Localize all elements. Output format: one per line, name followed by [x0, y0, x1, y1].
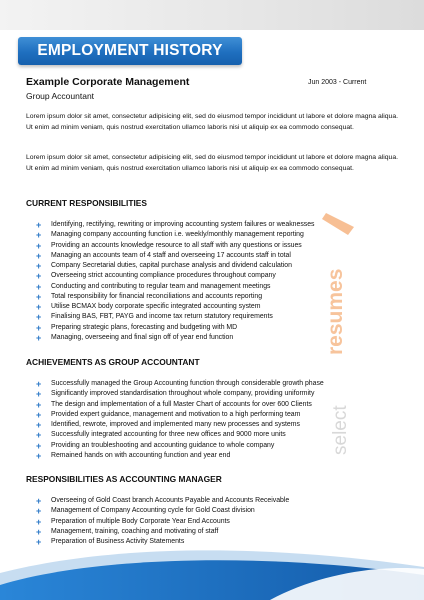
list-item-text: Utilise BCMAX body corporate specific integrated accounting system	[51, 303, 261, 310]
list-item-text: The design and implementation of a full Master Chart of accounts for over 600 Clients	[51, 400, 312, 408]
list-item-text: Managing, overseeing and final sign off of year end function	[51, 333, 234, 341]
plus-bullet-icon: +	[36, 409, 42, 420]
plus-bullet-icon: +	[36, 322, 42, 333]
plus-bullet-icon: +	[36, 526, 42, 537]
list-item-text: Preparation of Business Activity Statements	[51, 538, 185, 545]
plus-bullet-icon: +	[36, 389, 42, 400]
plus-bullet-icon: +	[36, 399, 42, 410]
plus-bullet-icon: +	[36, 332, 42, 343]
plus-bullet-icon: +	[36, 271, 42, 282]
plus-bullet-icon: +	[36, 450, 42, 461]
list-item-text: Management, training, coaching and motivating of staff	[51, 527, 219, 535]
list-item	[36, 251, 315, 261]
company-name: Example Corporate Management	[26, 76, 190, 88]
plus-bullet-icon: +	[36, 281, 42, 292]
plus-bullet-icon: +	[36, 379, 42, 389]
list-item	[36, 312, 315, 322]
list-item	[36, 271, 315, 281]
list-item-text: Conducting and contributing to regular team and management meetings	[51, 282, 271, 290]
intro-paragraph-1: Lorem ipsum dolor sit amet, consectetur adipisicing elit, sed do eiusmod tempor incididunt ut labore et dolore magna aliqua. Ut enim ad minim veniam, quis nostrud exercitation ullamco laboris nisi ut aliquip ex ea commodo consequat.	[26, 113, 398, 131]
list-item-text: Significantly improved standardisation throughout whole company, providing uniformity	[51, 390, 315, 398]
plus-bullet-icon: +	[36, 250, 42, 261]
list-item	[36, 441, 324, 451]
list-item-text: Providing an troubleshooting and accounting guidance to whole company	[51, 441, 275, 449]
list-item	[36, 410, 324, 420]
list-item-text: Managing an accounts team of 4 staff and overseeing 17 accounts staff in total	[51, 251, 291, 259]
list-item	[36, 323, 315, 333]
list-item	[36, 302, 315, 312]
plus-bullet-icon: +	[36, 537, 42, 547]
plus-bullet-icon: +	[36, 230, 42, 241]
plus-bullet-icon: +	[36, 506, 42, 517]
list-item	[36, 261, 315, 271]
bottom-wave-decoration	[0, 535, 424, 600]
plus-bullet-icon: +	[36, 291, 42, 302]
list-item-text: Identifying, rectifying, rewriting or improving accounting system failures or weaknesses	[51, 221, 315, 228]
list-item-text: Managing company accounting function i.e. weekly/monthly management reporting	[51, 231, 304, 239]
watermark-logo	[318, 205, 358, 460]
top-decorative-band	[0, 0, 424, 30]
list-item	[36, 506, 289, 516]
list-item	[36, 451, 324, 461]
watermark-arrow-shape	[322, 213, 354, 235]
list-item-text: Providing an accounts knowledge resource to all staff with any questions or issues	[51, 241, 302, 249]
list-item	[36, 496, 289, 506]
list-item-text: Successfully managed the Group Accounting function through considerable growth phase	[51, 380, 324, 387]
list-item-text: Management of Company Accounting cycle for Gold Coast division	[51, 507, 255, 515]
employment-dates: Jun 2003 - Current	[308, 79, 367, 86]
list-item-text: Identified, rewrote, improved and implemented many new processes and systems	[51, 421, 300, 428]
list-item	[36, 282, 315, 292]
list-item	[36, 400, 324, 410]
list-item	[36, 230, 315, 240]
plus-bullet-icon: +	[36, 240, 42, 251]
list-item-text: Provided expert guidance, management and motivation to a high performing team	[51, 410, 301, 418]
plus-bullet-icon: +	[36, 312, 42, 323]
plus-bullet-icon: +	[36, 261, 42, 271]
plus-bullet-icon: +	[36, 220, 42, 230]
achievements-list	[36, 379, 324, 461]
list-item-text: Successfully integrated accounting for three new offices and 9000 more units	[51, 431, 286, 439]
list-item	[36, 241, 315, 251]
plus-bullet-icon: +	[36, 430, 42, 441]
list-item-text: Preparation of multiple Body Corporate Year End Accounts	[51, 517, 230, 525]
list-item-text: Finalising BAS, FBT, PAYG and income tax return statutory requirements	[51, 313, 273, 321]
section-title: EMPLOYMENT HISTORY	[37, 42, 223, 59]
section-banner	[18, 37, 242, 65]
list-item	[36, 389, 324, 399]
list-item	[36, 220, 315, 230]
list-item	[36, 379, 324, 389]
list-item	[36, 292, 315, 302]
list-item	[36, 420, 324, 430]
intro-paragraph-2: Lorem ipsum dolor sit amet, consectetur adipisicing elit, sed do eiusmod tempor incididunt ut labore et dolore magna aliqua. Ut enim ad minim veniam, quis nostrud exercitation ullamco laboris nisi ut aliquip ex ea commodo consequat.	[26, 154, 398, 172]
watermark-text-select: select	[330, 405, 351, 455]
list-item-text: Overseeing strict accounting compliance procedures throughout company	[51, 272, 276, 280]
heading-current-responsibilities: CURRENT RESPONSIBILITIES	[26, 198, 147, 208]
plus-bullet-icon: +	[36, 496, 42, 506]
list-item-text: Overseeing of Gold Coast branch Accounts Payable and Accounts Receivable	[51, 497, 290, 504]
list-item-text: Remained hands on with accounting function and year end	[51, 451, 231, 459]
plus-bullet-icon: +	[36, 516, 42, 527]
watermark-text-resumes: resumes	[324, 268, 347, 355]
heading-accounting-manager: RESPONSIBILITIES AS ACCOUNTING MANAGER	[26, 474, 222, 484]
plus-bullet-icon: +	[36, 302, 42, 312]
list-item	[36, 517, 289, 527]
job-role: Group Accountant	[26, 91, 95, 101]
list-item	[36, 333, 315, 343]
list-item	[36, 430, 324, 440]
list-item-text: Preparing strategic plans, forecasting and budgeting with MD	[51, 323, 238, 331]
current-responsibilities-list	[36, 220, 315, 343]
list-item-text: Company Secretarial duties, capital purchase analysis and dividend calculation	[51, 262, 292, 269]
plus-bullet-icon: +	[36, 440, 42, 451]
plus-bullet-icon: +	[36, 420, 42, 430]
heading-achievements: ACHIEVEMENTS AS GROUP ACCOUNTANT	[26, 357, 200, 367]
list-item-text: Total responsibility for financial reconciliations and accounts reporting	[51, 292, 263, 300]
